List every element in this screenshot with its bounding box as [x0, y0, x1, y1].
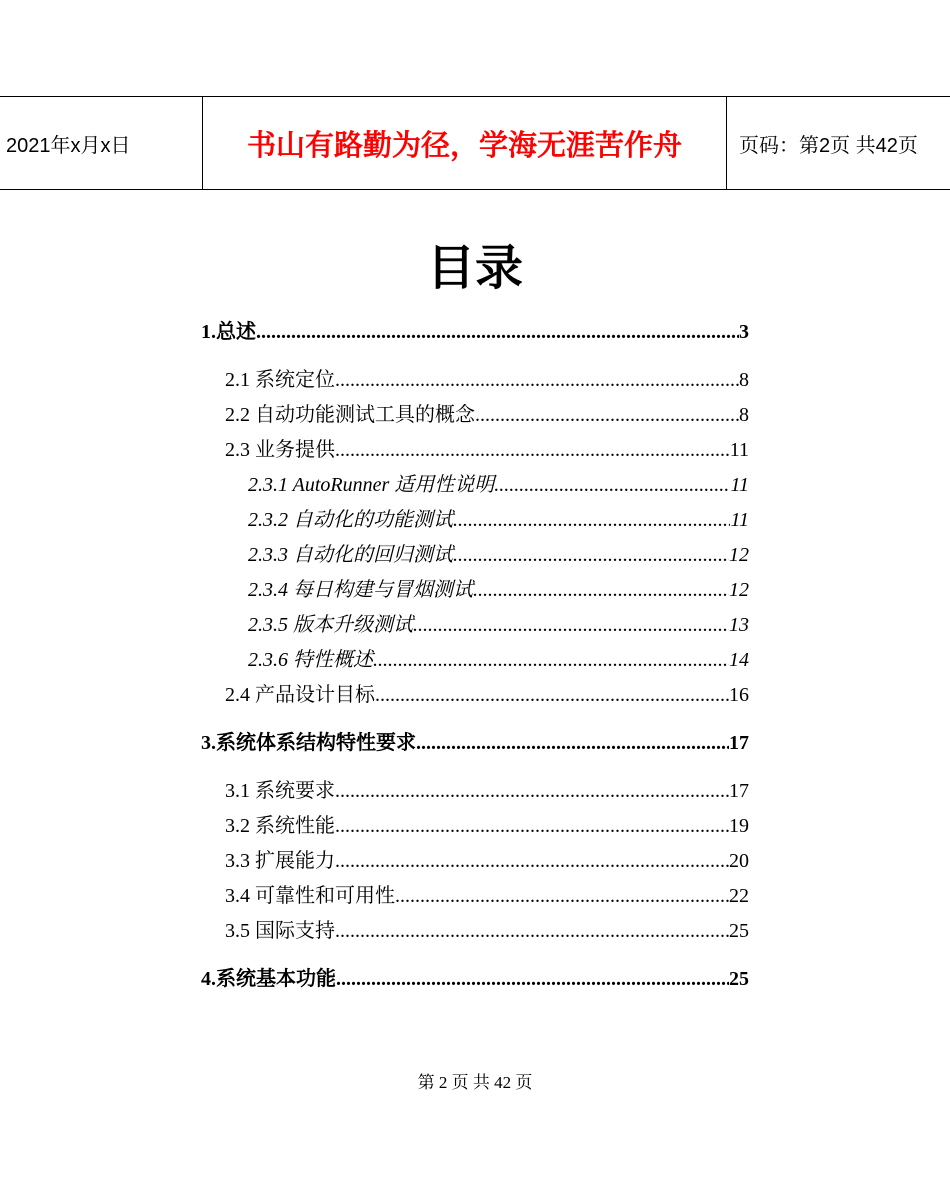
toc-leader-dots [373, 645, 729, 675]
toc-entry[interactable] [225, 680, 749, 710]
toc-entry[interactable] [201, 964, 749, 994]
toc-leader-dots [256, 317, 739, 347]
toc-entry-page: 14 [729, 649, 749, 671]
toc-entry-label: 3.2 系统性能 [225, 815, 335, 837]
header-date: 2021年x月x日 [0, 97, 203, 189]
toc-entry-label: 3.1 系统要求 [225, 780, 335, 802]
toc-leader-dots [453, 540, 729, 570]
toc-entry[interactable] [248, 645, 749, 675]
toc-entry-page: 8 [739, 369, 749, 391]
page-header [0, 96, 950, 190]
toc-leader-dots [475, 400, 739, 430]
toc-entry-label: 2.3.3 自动化的回归测试 [248, 544, 453, 566]
toc-leader-dots [335, 811, 729, 841]
toc-entry-label: 1.总述 [201, 321, 256, 343]
toc-entry[interactable] [225, 881, 749, 911]
toc-entry-page: 11 [730, 509, 749, 531]
toc-entry-label: 3.5 国际支持 [225, 920, 335, 942]
toc-entry-label: 2.3.1 AutoRunner 适用性说明 [248, 474, 495, 496]
toc-entry[interactable] [201, 317, 749, 347]
toc-entry-page: 19 [729, 815, 749, 837]
header-motto: 书山有路勤为径，学海无涯苦作舟 [203, 97, 727, 189]
toc-leader-dots [335, 776, 729, 806]
toc-entry-page: 3 [739, 321, 749, 343]
toc-entry-page: 11 [729, 439, 749, 461]
toc-title: 目录 [426, 240, 523, 296]
toc-entry-label: 2.3.4 每日构建与冒烟测试 [248, 579, 473, 601]
toc-entry-label: 2.3.5 版本升级测试 [248, 614, 413, 636]
toc-entry[interactable] [248, 505, 749, 535]
toc-leader-dots [413, 610, 729, 640]
toc-entry-label: 3.3 扩展能力 [225, 850, 335, 872]
toc-entry-label: 2.1 系统定位 [225, 369, 335, 391]
toc-entry-page: 22 [729, 885, 749, 907]
toc-entry-label: 2.4 产品设计目标 [225, 684, 375, 706]
toc-entry-page: 25 [729, 968, 749, 990]
toc-entry-label: 2.2 自动功能测试工具的概念 [225, 404, 475, 426]
toc-entry-page: 20 [729, 850, 749, 872]
toc-entry-label: 2.3 业务提供 [225, 439, 335, 461]
toc-entry-page: 11 [730, 474, 749, 496]
toc-entry[interactable] [225, 435, 749, 465]
toc-entry[interactable] [248, 540, 749, 570]
toc-entry-page: 16 [729, 684, 749, 706]
toc-entry[interactable] [225, 365, 749, 395]
toc-leader-dots [395, 881, 729, 911]
toc-entry-page: 12 [729, 544, 749, 566]
toc-entry[interactable] [248, 575, 749, 605]
toc-entry[interactable] [248, 470, 749, 500]
toc-leader-dots [473, 575, 729, 605]
toc-entry-page: 13 [729, 614, 749, 636]
toc-entry-label: 2.3.6 特性概述 [248, 649, 373, 671]
toc-entry-page: 17 [729, 780, 749, 802]
toc-leader-dots [335, 916, 729, 946]
toc-entry[interactable] [248, 610, 749, 640]
toc-leader-dots [335, 846, 729, 876]
toc-leader-dots [453, 505, 730, 535]
header-page-info: 页码：第2页 共42页 [739, 134, 918, 157]
toc-entry-page: 17 [729, 732, 749, 754]
page-footer: 第 2 页 共 42 页 [417, 1073, 533, 1092]
toc-entry-label: 2.3.2 自动化的功能测试 [248, 509, 453, 531]
toc-leader-dots [335, 435, 730, 465]
toc-entry-label: 3.4 可靠性和可用性 [225, 885, 395, 907]
toc-entry[interactable] [201, 728, 749, 758]
toc-leader-dots [375, 680, 729, 710]
toc-leader-dots [416, 728, 729, 758]
toc-entry[interactable] [225, 916, 749, 946]
toc-leader-dots [335, 365, 739, 395]
toc-entry-label: 3.系统体系结构特性要求 [201, 732, 416, 754]
toc-entry-page: 12 [729, 579, 749, 601]
toc-entry[interactable] [225, 846, 749, 876]
toc-entry-label: 4.系统基本功能 [201, 968, 336, 990]
toc-entry-page: 8 [739, 404, 749, 426]
toc-leader-dots [336, 964, 729, 994]
toc-entry[interactable] [225, 776, 749, 806]
toc-leader-dots [494, 470, 730, 500]
toc-entry[interactable] [225, 811, 749, 841]
toc-entry-page: 25 [729, 920, 749, 942]
toc-entry[interactable] [225, 400, 749, 430]
